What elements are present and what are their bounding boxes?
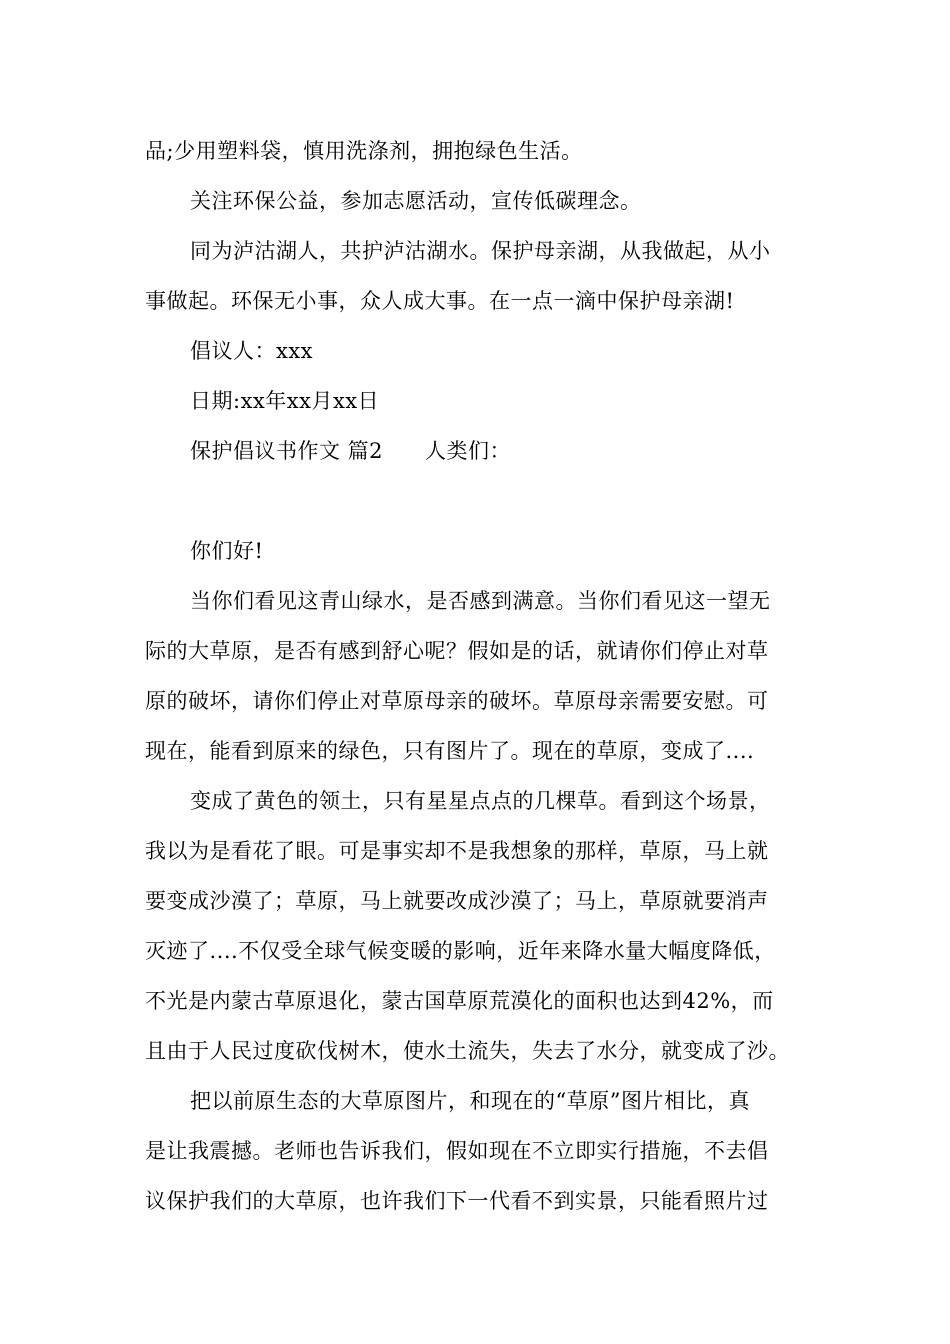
paragraph-line: 事做起。环保无小事，众人成大事。在一点一滴中保护母亲湖! bbox=[145, 289, 735, 313]
paragraph-line: 我以为是看花了眼。可是事实却不是我想象的那样，草原，马上就 bbox=[145, 839, 769, 863]
paragraph-line: 同为泸沽湖人，共护泸沽湖水。保护母亲湖，从我做起，从小 bbox=[190, 239, 771, 263]
paragraph-line: 不光是内蒙古草原退化，蒙古国草原荒漠化的面积也达到42%，而 bbox=[145, 989, 774, 1013]
paragraph-line: 品;少用塑料袋，慎用洗涤剂，拥抱绿色生活。 bbox=[145, 139, 583, 163]
paragraph-line: 把以前原生态的大草原图片，和现在的“草原”图片相比，真 bbox=[190, 1089, 750, 1113]
paragraph-line: 议保护我们的大草原，也许我们下一代看不到实景，只能看照片过 bbox=[145, 1189, 769, 1213]
paragraph-line: 关注环保公益，参加志愿活动，宣传低碳理念。 bbox=[190, 189, 642, 213]
section-heading bbox=[190, 437, 511, 465]
paragraph-line: 且由于人民过度砍伐树木，使水土流失，失去了水分，就变成了沙。 bbox=[145, 1039, 790, 1063]
paragraph-line: 当你们看见这青山绿水，是否感到满意。当你们看见这一望无 bbox=[190, 589, 771, 613]
signatory-line: 倡议人：xxx bbox=[190, 339, 314, 363]
greeting-line: 你们好! bbox=[190, 539, 264, 563]
paragraph-line: 际的大草原，是否有感到舒心呢？假如是的话，就请你们停止对草 bbox=[145, 639, 769, 663]
paragraph-line: 现在，能看到原来的绿色，只有图片了。现在的草原，变成了.... bbox=[145, 739, 755, 763]
paragraph-line: 灭迹了....不仅受全球气候变暖的影响，近年来降水量大幅度降低， bbox=[145, 939, 776, 963]
section-title: 保护倡议书作文 篇2 bbox=[190, 439, 384, 463]
paragraph-line: 原的破坏，请你们停止对草原母亲的破坏。草原母亲需要安慰。可 bbox=[145, 689, 769, 713]
date-line: 日期:xx年xx月xx日 bbox=[190, 389, 380, 413]
paragraph-line: 变成了黄色的领土，只有星星点点的几棵草。看到这个场景， bbox=[190, 789, 771, 813]
paragraph-line: 要变成沙漠了；草原，马上就要改成沙漠了；马上，草原就要消声 bbox=[145, 889, 769, 913]
paragraph-line: 是让我震撼。老师也告诉我们，假如现在不立即实行措施，不去倡 bbox=[145, 1139, 769, 1163]
salutation: 人类们： bbox=[425, 439, 512, 463]
